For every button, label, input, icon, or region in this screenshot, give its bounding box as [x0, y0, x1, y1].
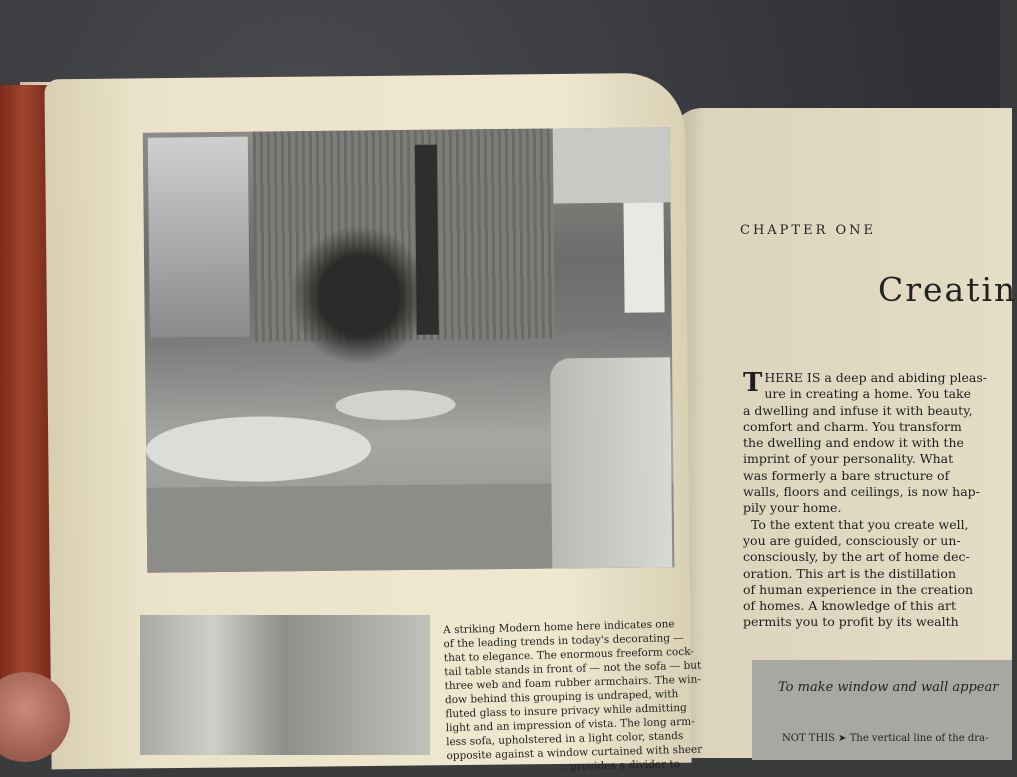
caption-line: A striking Modern home here indicates one	[443, 618, 675, 637]
chapter-body	[743, 370, 1013, 631]
body-line: HERE IS a deep and abiding pleas-	[764, 370, 988, 385]
chapter-label: CHAPTER ONE	[740, 223, 877, 238]
body-line: permits you to profit by its wealth	[743, 614, 959, 630]
body-line: of homes. A knowledge of this art	[743, 598, 956, 614]
tip-box	[752, 660, 1012, 760]
body-line: To the extent that you create well,	[743, 516, 969, 532]
caption-line: of the leading trends in today's decorating —	[443, 631, 684, 651]
tip-box-line: NOT THIS ➤ The vertical line of the dra-	[782, 733, 989, 744]
body-line: pily your home.	[743, 500, 842, 516]
drop-cap: T	[743, 368, 763, 398]
body-line: was formerly a bare structure of	[743, 467, 950, 483]
caption-line: tail table stands in front of — not the sofa — but	[444, 659, 702, 679]
caption-line: light and an impression of vista. The long arm-	[445, 715, 695, 735]
body-line: walls, floors and ceilings, is now hap-	[743, 484, 980, 500]
caption-line: fluted glass to insure privacy while admitting	[445, 701, 687, 721]
body-line: oration. This art is the distillation	[743, 565, 957, 581]
caption-line: less sofa, upholstered in a light color, stands	[445, 729, 684, 749]
caption-line: dow behind this grouping is undraped, with	[444, 688, 679, 707]
body-line: consciously, by the art of home dec-	[743, 549, 970, 565]
body-line: you are guided, consciously or un-	[743, 532, 961, 548]
curtain-photo	[140, 615, 430, 755]
photo-caption	[443, 617, 703, 777]
body-line: imprint of your personality. What	[743, 451, 954, 467]
body-line: a dwelling and infuse it with beauty,	[743, 402, 973, 418]
caption-line: ... provides a divider to	[556, 758, 681, 774]
body-line: ure in creating a home. You take	[764, 386, 972, 402]
body-line: comfort and charm. You transform	[743, 418, 962, 434]
living-room-photo	[143, 127, 675, 572]
chapter-title: Creatin	[878, 270, 1017, 309]
body-line: the dwelling and endow it with the	[743, 435, 964, 451]
tip-box-heading: To make window and wall appear	[778, 680, 999, 695]
caption-line: that to elegance. The enormous freeform cock-	[443, 645, 695, 665]
body-line: of human experience in the creation	[743, 581, 974, 597]
caption-line: opposite against a window curtained with sheer	[446, 743, 703, 763]
caption-line: three web and foam rubber armchairs. The win-	[444, 673, 701, 693]
